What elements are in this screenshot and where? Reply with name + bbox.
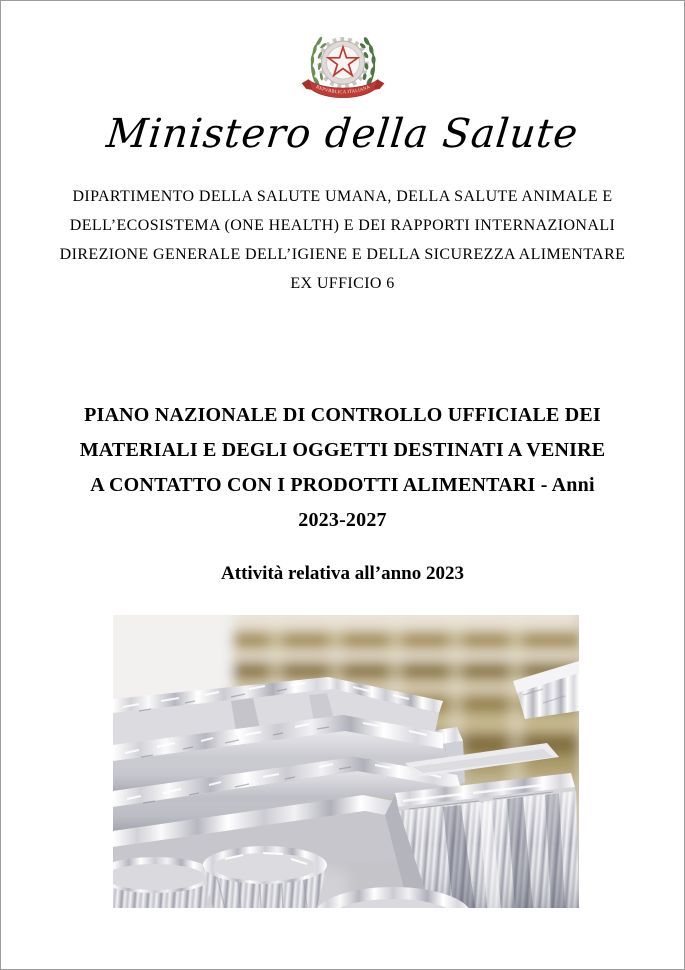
title-line-3: A CONTATTO CON I PRODOTTI ALIMENTARI - Anni <box>90 474 595 496</box>
document-title <box>1 398 684 538</box>
department-line-1: DIPARTIMENTO DELLA SALUTE UMANA, DELLA SALUTE ANIMALE E <box>72 188 613 205</box>
foil-cup-left <box>113 857 215 908</box>
cover-photo-graphic <box>113 615 579 908</box>
cover-photo <box>113 615 579 908</box>
department-line-2: DELL’ECOSISTEMA (ONE HEALTH) E DEI RAPPORTI INTERNAZIONALI <box>69 217 616 234</box>
italy-emblem <box>296 21 390 113</box>
title-line-2: MATERIALI E DEGLI OGGETTI DESTINATI A VENIRE <box>79 439 606 461</box>
department-block <box>1 182 684 298</box>
foil-cup-center <box>203 846 327 908</box>
department-line-4: EX UFFICIO 6 <box>290 275 395 292</box>
document-subtitle: Attività relativa all’anno 2023 <box>221 563 464 584</box>
title-line-1: PIANO NAZIONALE DI CONTROLLO UFFICIALE DEI <box>84 404 601 426</box>
title-line-4: 2023-2027 <box>298 509 387 531</box>
ribbon-text: REPVBBLICA ITALIANA <box>314 84 371 96</box>
department-line-3: DIREZIONE GENERALE DELL’IGIENE E DELLA SICUREZZA ALIMENTARE <box>59 246 626 263</box>
italy-emblem-graphic <box>296 21 390 108</box>
ministry-name: Ministero della Salute <box>104 111 581 157</box>
